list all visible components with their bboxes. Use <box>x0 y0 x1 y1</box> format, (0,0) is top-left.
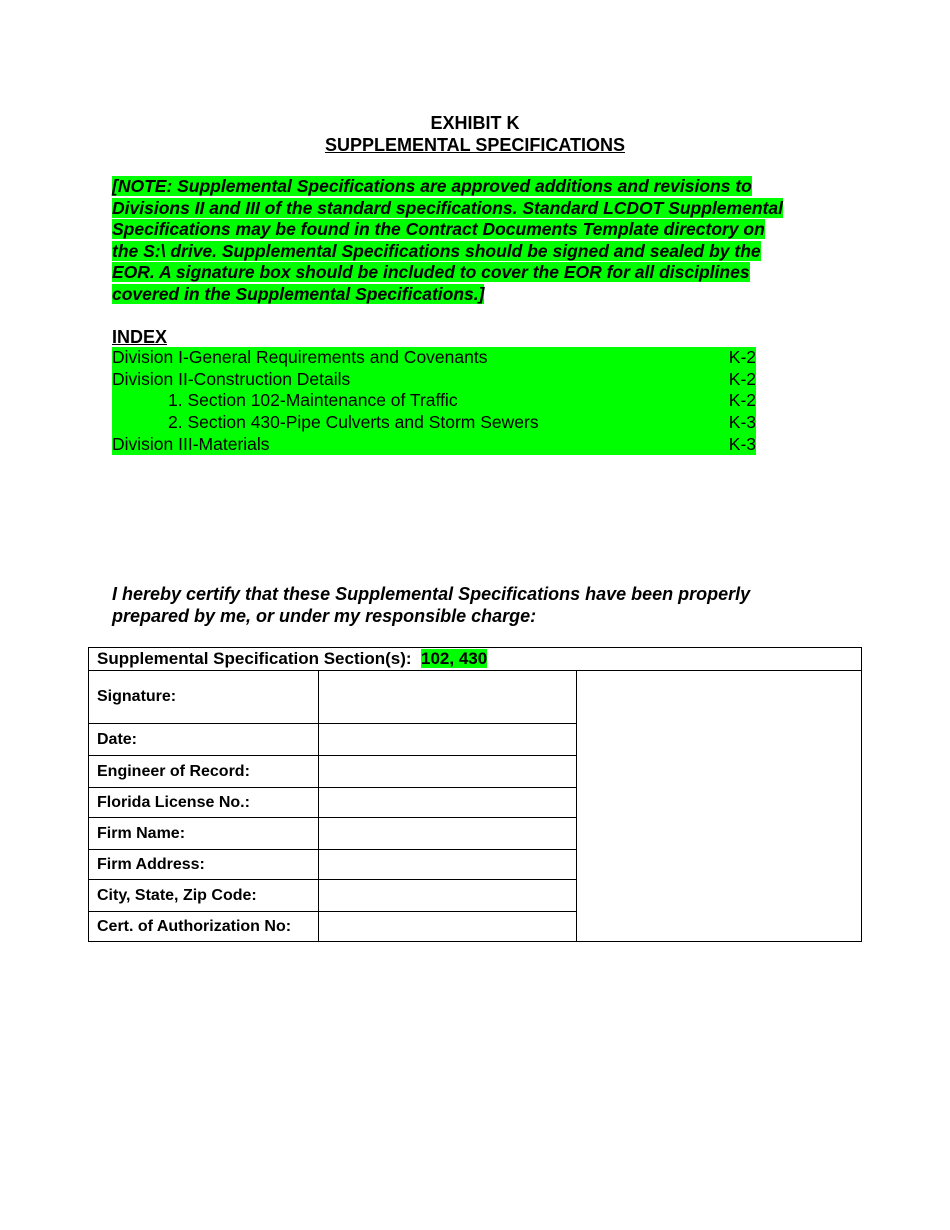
note-line: Divisions II and III of the standard specifications. Standard LCDOT Supplemental <box>112 197 783 218</box>
index-item <box>112 369 756 391</box>
exhibit-title: EXHIBIT K <box>430 113 520 133</box>
engineer-of-record-field[interactable] <box>318 756 577 788</box>
note-line: [NOTE: Supplemental Specifications are approved additions and revisions to <box>112 176 752 196</box>
note-line: EOR. A signature box should be included to cover the EOR for all disciplines <box>112 262 750 283</box>
license-number-label: Florida License No.: <box>89 788 319 818</box>
license-number-field[interactable] <box>318 788 577 818</box>
index-item-page: K-2 <box>728 347 756 367</box>
index-item-page: K-3 <box>728 412 756 433</box>
signature-label: Signature: <box>89 671 319 724</box>
city-state-zip-field[interactable] <box>318 880 577 912</box>
note-line: Specifications may be found in the Contract Documents Template directory on <box>112 219 765 240</box>
index-item-label: Division II-Construction Details <box>112 368 351 389</box>
sections-cell <box>89 648 862 671</box>
firm-name-label: Firm Name: <box>89 818 319 850</box>
index-list <box>112 347 756 455</box>
index-item-page: K-3 <box>728 433 756 454</box>
authorization-number-field[interactable] <box>318 912 577 942</box>
firm-name-field[interactable] <box>318 818 577 850</box>
date-label: Date: <box>89 724 319 756</box>
index-item <box>112 390 756 412</box>
index-item <box>112 434 756 456</box>
engineer-of-record-label: Engineer of Record: <box>89 756 319 788</box>
index-item-page: K-2 <box>728 368 756 389</box>
index-heading: INDEX <box>112 327 168 347</box>
index-item <box>112 347 756 369</box>
index-item-label: 2. Section 430-Pipe Culverts and Storm Sewers <box>168 412 539 433</box>
note-line: the S:\ drive. Supplemental Specifications should be signed and sealed by the <box>112 240 761 261</box>
index-item-label: 1. Section 102-Maintenance of Traffic <box>168 390 458 411</box>
index-item-label: Division I-General Requirements and Covenants <box>112 347 488 367</box>
index-item-page: K-2 <box>728 390 756 411</box>
authorization-number-label: Cert. of Authorization No: <box>89 912 319 942</box>
certification-statement <box>112 584 832 627</box>
city-state-zip-label: City, State, Zip Code: <box>89 880 319 912</box>
sections-label: Supplemental Specification Section(s): <box>97 649 412 668</box>
signature-field[interactable] <box>318 671 577 724</box>
date-field[interactable] <box>318 724 577 756</box>
signature-table <box>88 647 862 942</box>
index-item <box>112 412 756 434</box>
note-line: covered in the Supplemental Specifications.] <box>112 283 485 304</box>
index-item-label: Division III-Materials <box>112 433 270 454</box>
certification-line: prepared by me, or under my responsible charge: <box>112 605 537 626</box>
seal-box <box>577 671 862 942</box>
firm-address-label: Firm Address: <box>89 850 319 880</box>
sections-value: 102, 430 <box>421 649 488 668</box>
certification-line: I hereby certify that these Supplemental Specifications have been properly <box>112 584 751 604</box>
signature-table-header <box>89 648 862 671</box>
document-subtitle: SUPPLEMENTAL SPECIFICATIONS <box>324 135 626 155</box>
editor-note <box>112 176 852 306</box>
table-row <box>89 671 862 724</box>
firm-address-field[interactable] <box>318 850 577 880</box>
